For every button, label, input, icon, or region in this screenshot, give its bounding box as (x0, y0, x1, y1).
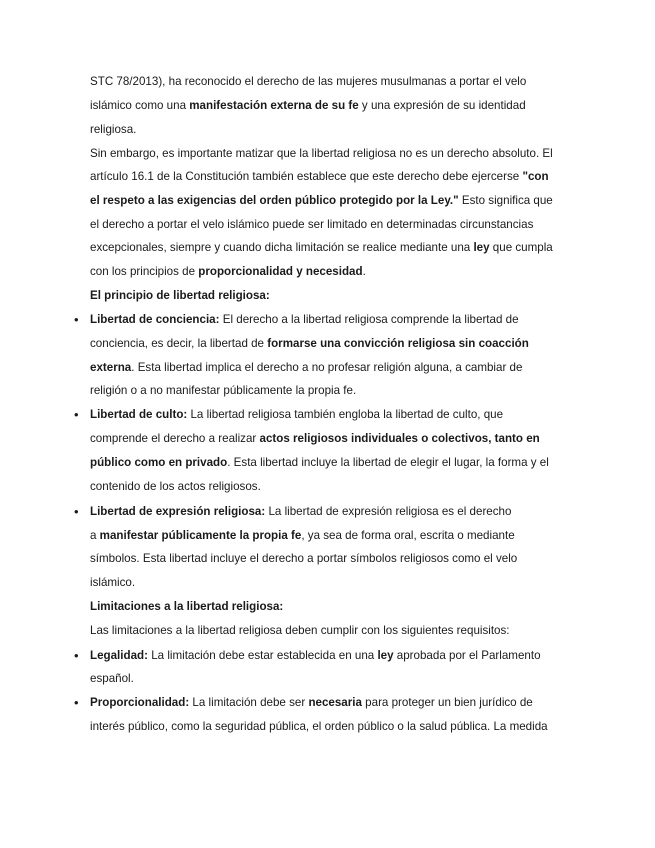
text-run: islámico. (90, 576, 136, 589)
text-line (90, 672, 134, 686)
bold-run: manifestar públicamente la propia fe (99, 529, 302, 542)
bullet-marker: • (74, 648, 79, 663)
text-run: religión o a no manifestar públicamente la propia fe. (90, 384, 357, 397)
bold-run: Limitaciones a la libertad religiosa: (90, 600, 284, 613)
text-run: El derecho a la libertad religiosa comprende la libertad de (219, 313, 519, 326)
text-line (90, 529, 515, 543)
bold-run: ley (377, 649, 394, 662)
text-run: religiosa. (90, 123, 137, 136)
text-run: a (90, 529, 100, 542)
bold-run: formarse una convicción religiosa sin coacción (267, 337, 529, 350)
text-line (90, 576, 135, 590)
text-run: comprende el derecho a realizar (90, 432, 260, 445)
text-line (90, 552, 517, 566)
text-run: La libertad de expresión religiosa es el derecho (265, 505, 512, 518)
text-run: interés público, como la seguridad pública, el orden público o la salud pública. La medida (90, 720, 548, 733)
bold-run: Libertad de conciencia: (90, 313, 220, 326)
text-run: español. (90, 672, 134, 685)
list-item-line (90, 649, 541, 663)
bullet-marker: • (74, 504, 79, 519)
bold-run: "con (522, 170, 549, 183)
text-run: que cumpla (489, 241, 553, 254)
bold-run: manifestación externa de su fe (189, 99, 359, 112)
text-line (90, 123, 136, 137)
text-run: para proteger un bien jurídico de (361, 696, 533, 709)
text-run: Esto significa que (458, 194, 553, 207)
text-run: con los principios de (90, 265, 199, 278)
text-run: STC 78/2013), ha reconocido el derecho de las mujeres musulmanas a portar el velo (90, 75, 527, 88)
bullet-marker: • (74, 695, 79, 710)
list-item-line (90, 505, 511, 519)
text-line (90, 75, 526, 89)
text-run: La limitación debe ser (189, 696, 309, 709)
bold-run: Proporcionalidad: (90, 696, 190, 709)
bold-run: Libertad de expresión religiosa: (90, 505, 266, 518)
text-line (90, 456, 549, 470)
text-line (90, 170, 549, 184)
bold-run: Legalidad: (90, 649, 148, 662)
text-run: islámico como una (90, 99, 190, 112)
bold-run: El principio de libertad religiosa: (90, 289, 270, 302)
text-run: Sin embargo, es importante matizar que la libertad religiosa no es un derecho absoluto. El (90, 147, 553, 160)
bullet-marker: • (74, 312, 79, 327)
text-run: La libertad religiosa también engloba la libertad de culto, que (187, 408, 504, 421)
bold-run: el respeto a las exigencias del orden público protegido por la Ley." (90, 194, 459, 207)
text-run: . Esta libertad implica el derecho a no profesar religión alguna, a cambiar de (131, 361, 523, 374)
text-line (90, 337, 529, 351)
bold-run: ley (473, 241, 490, 254)
bold-run: externa (90, 361, 132, 374)
text-line (90, 265, 366, 279)
text-line (90, 384, 356, 398)
bold-run: proporcionalidad y necesidad (198, 265, 363, 278)
bullet-marker: • (74, 407, 79, 422)
text-run: aprobada por el Parlamento (393, 649, 541, 662)
text-run: símbolos. Esta libertad incluye el derecho a portar símbolos religiosos como el velo (90, 552, 518, 565)
text-line (90, 624, 510, 638)
list-item-line (90, 696, 533, 710)
bold-run: Libertad de culto: (90, 408, 188, 421)
text-line (90, 241, 553, 255)
section-heading (90, 600, 283, 614)
text-run: excepcionales, siempre y cuando dicha limitación se realice mediante una (90, 241, 474, 254)
text-line (90, 361, 522, 375)
text-run: La limitación debe estar establecida en una (147, 649, 378, 662)
text-run: artículo 16.1 de la Constitución también establece que este derecho debe ejercerse (90, 170, 523, 183)
list-item-line (90, 313, 519, 327)
text-line (90, 194, 553, 208)
bold-run: actos religiosos individuales o colectivos, tanto en (259, 432, 540, 445)
text-run: , ya sea de forma oral, escrita o mediante (301, 529, 515, 542)
text-run: y una expresión de su identidad (358, 99, 526, 112)
text-run: el derecho a portar el velo islámico puede ser limitado en determinadas circunstancias (90, 218, 534, 231)
text-line (90, 99, 526, 113)
list-item-line (90, 408, 503, 422)
text-run: . Esta libertad incluye la libertad de elegir el lugar, la forma y el (227, 456, 549, 469)
text-line (90, 432, 540, 446)
section-heading (90, 289, 270, 303)
text-run: . (362, 265, 366, 278)
text-line (90, 480, 261, 494)
text-run: conciencia, es decir, la libertad de (90, 337, 268, 350)
text-line (90, 147, 553, 161)
text-run: contenido de los actos religiosos. (90, 480, 261, 493)
bold-run: necesaria (308, 696, 362, 709)
text-run: Las limitaciones a la libertad religiosa deben cumplir con los siguientes requisitos: (90, 624, 510, 637)
text-line (90, 720, 548, 734)
text-line (90, 218, 533, 232)
bold-run: público como en privado (90, 456, 228, 469)
